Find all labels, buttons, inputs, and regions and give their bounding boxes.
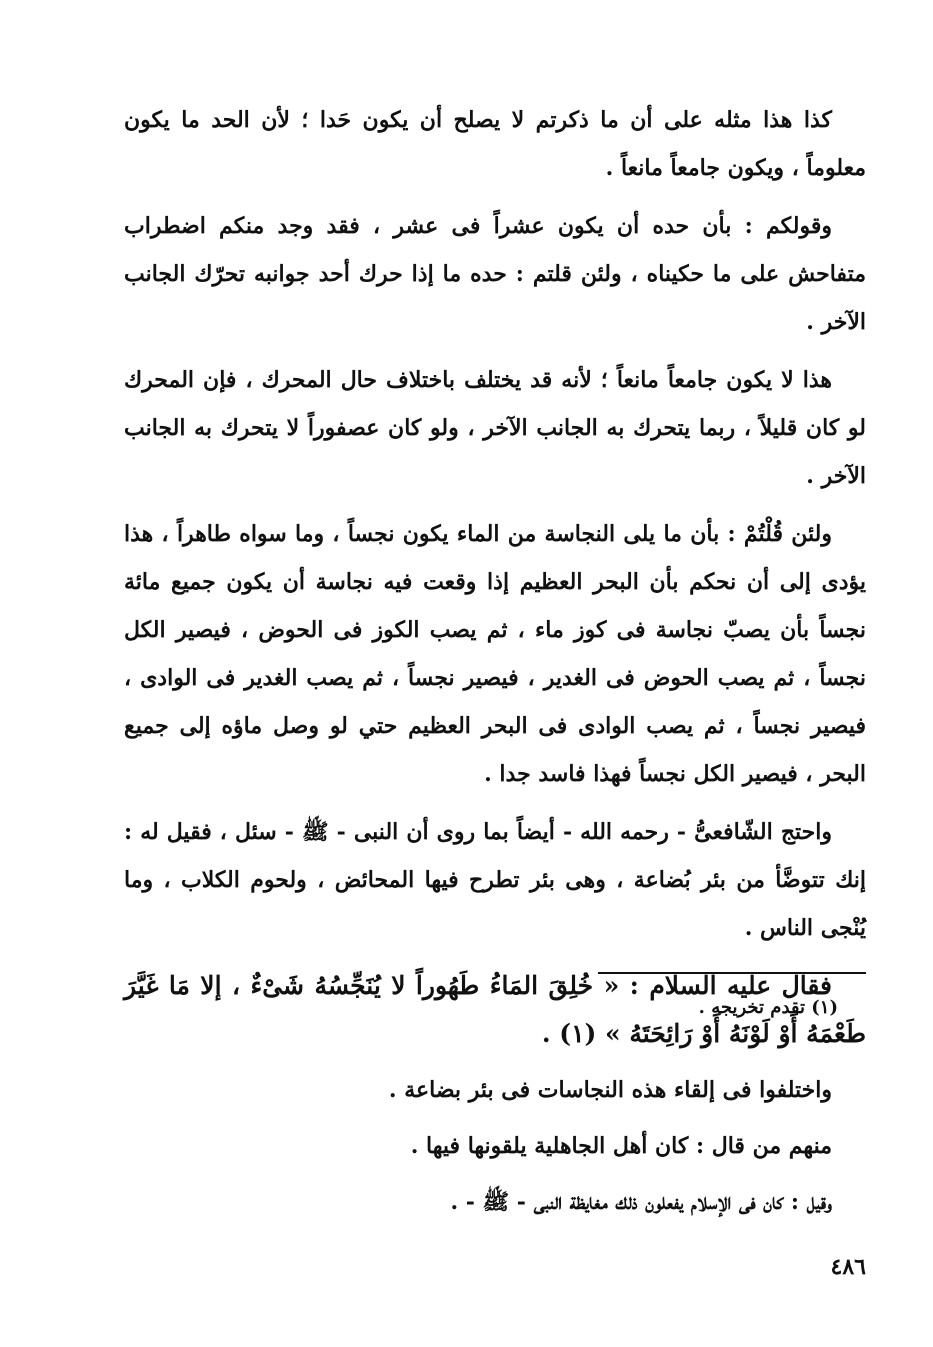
paragraph-hadith: فقال عليه السلام : « خُلِقَ المَاءُ طَهُوراً لا يُنَجِّسُهُ شَىْءٌ ، إلا مَا غَيَّرَ طَعْمَهُ أَوْ لَوْنَهُ أَوْ رَائِحَتَهُ » (١) . (124, 971, 866, 1048)
paragraph-definition-critique: كذا هذا مثله على أن ما ذكرتم لا يصلح أن يكون حَدا ؛ لأن الحد ما يكون معلوماً ، ويكون جامعاً مانعاً . (124, 107, 866, 181)
line-islam-view: وقيل : كان فى الإسلام يفعلون ذلك مغايظة النبى - ﷺ - . (450, 1189, 832, 1215)
footnote-divider (598, 972, 866, 974)
footnote-text: (١) تقدم تخريجه . (698, 997, 838, 1018)
book-page (124, 96, 866, 1296)
paragraph-shafii-argument: واحتج الشّافعىُّ - رحمه الله - أيضاً بما روى أن النبى - ﷺ - سئل ، فقيل له : إنك تتوضَّأ من بئر بُضاعة ، وهى بئر تطرح فيها المحائض ، ولحوم الكلاب ، وما يُنْجى الناس . (124, 819, 866, 941)
paragraph-great-sea-argument: ولئن قُلْتُمْ : بأن ما يلى النجاسة من الماء يكون نجساً ، وما سواه طاهراً ، هذا يؤدى إلى أن نحكم بأن البحر العظيم إذا وقعت فيه نجاسة أن يكون جميع مائة نجساً بأن يصبّ نجاسة فى كوز ماء ، ثم يصب الكوز فى الحوض ، فيصير الكل نجساً ، ثم يصب الحوض فى الغدير ، فيصير نجساً ، ثم يصب الغدير فى الوادى ، فيصير نجساً ، ثم يصب الوادى فى البحر العظيم حتي لو وصل ماؤه إلى جميع البحر ، فيصير الكل نجساً فهذا فاسد جدا . (124, 521, 866, 787)
line-budaah-disagreement: واختلفوا فى إلقاء هذه النجاسات فى بئر بضاعة . (388, 1077, 832, 1103)
paragraph-ten-by-ten: وقولكم : بأن حده أن يكون عشراً فى عشر ، فقد وجد منكم اضطراب متفاحش على ما حكيناه ، ولئن قلتم : حده ما إذا حرك أحد جوانبه تحرّك الجانب الآخر . (124, 213, 866, 335)
line-jahiliyya-view: منهم من قال : كان أهل الجاهلية يلقونها فيها . (410, 1133, 832, 1159)
page-number: ٤٨٦ (830, 1254, 866, 1280)
paragraph-mover-condition: هذا لا يكون جامعاً مانعاً ؛ لأنه قد يختلف باختلاف حال المحرك ، فإن المحرك لو كان قليلاً ، ربما يتحرك به الجانب الآخر ، ولو كان عصفوراً لا يتحرك به الجانب الآخر . (124, 367, 866, 489)
